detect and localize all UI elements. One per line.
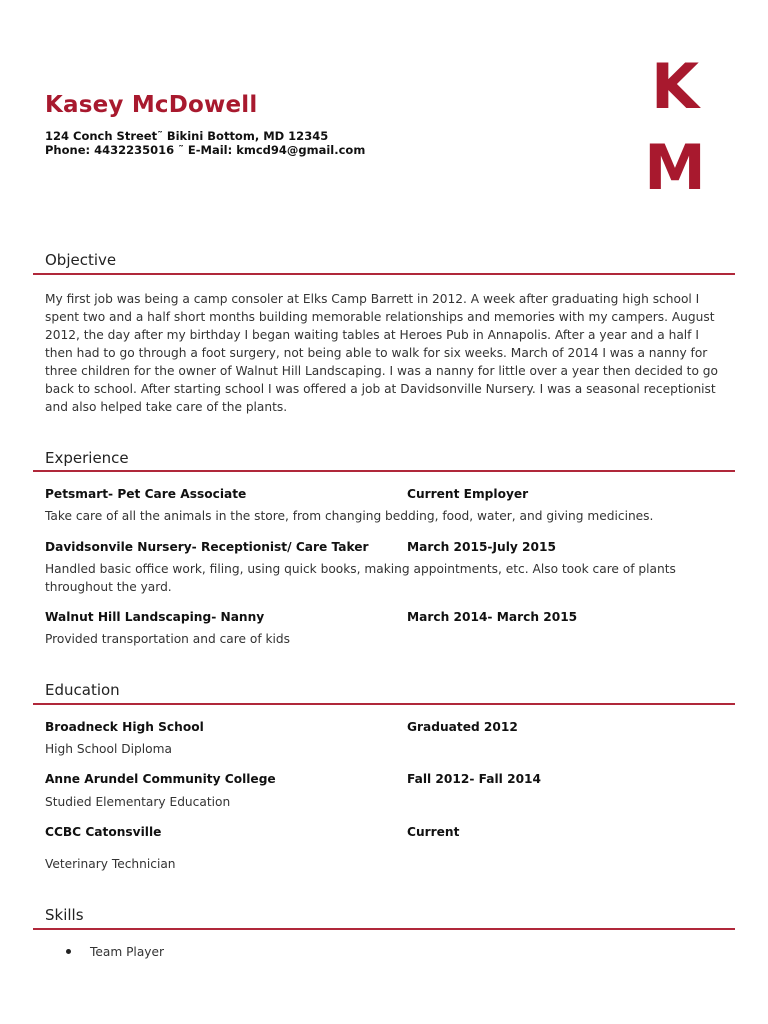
job-description: Provided transportation and care of kids xyxy=(45,632,291,646)
job-date: Current Employer xyxy=(407,487,529,501)
job-description: Handled basic office work, filing, using quick books, making appointments, etc. Also took care of plants throughout the yard. xyxy=(45,562,676,594)
skill-item: Team Player xyxy=(90,945,165,959)
address-line: 124 Conch Street˜ Bikini Bottom, MD 12345 xyxy=(45,129,329,143)
job-title: Petsmart- Pet Care Associate xyxy=(45,487,247,501)
job-description: Take care of all the animals in the store, from changing bedding, food, water, and giving medicines. xyxy=(45,509,654,523)
job-date: March 2015-July 2015 xyxy=(407,540,556,554)
skills-heading: Skills xyxy=(45,906,84,924)
education-heading: Education xyxy=(45,681,120,699)
school-name: CCBC Catonsville xyxy=(45,825,162,839)
section-divider xyxy=(33,703,735,705)
school-date: Current xyxy=(407,825,460,839)
section-divider xyxy=(33,928,735,930)
job-date: March 2014- March 2015 xyxy=(407,610,578,624)
objective-heading: Objective xyxy=(45,251,117,269)
job-title: Davidsonvile Nursery- Receptionist/ Care Taker xyxy=(45,540,369,554)
school-date: Graduated 2012 xyxy=(407,720,518,734)
bullet-icon xyxy=(66,949,71,954)
applicant-name: Kasey McDowell xyxy=(45,92,258,118)
section-divider xyxy=(33,470,735,472)
school-description: Studied Elementary Education xyxy=(45,795,231,809)
monogram-letter-k: K xyxy=(650,50,700,123)
school-description: Veterinary Technician xyxy=(45,857,176,871)
job-title: Walnut Hill Landscaping- Nanny xyxy=(45,610,265,624)
monogram-letter-m: M xyxy=(644,131,706,204)
school-name: Broadneck High School xyxy=(45,720,204,734)
experience-heading: Experience xyxy=(45,449,129,467)
school-name: Anne Arundel Community College xyxy=(45,772,276,786)
contact-line: Phone: 4432235016 ˜ E-Mail: kmcd94@gmail.com xyxy=(45,143,366,157)
objective-text: My first job was being a camp consoler at Elks Camp Barrett in 2012. A week after graduating high school I spent two and a half short months building memorable relationships and memories with my campers. August 2012, the day after my birthday I began waiting tables at Heroes Pub in Annapolis. After a year and a half I then had to go through a foot surgery, not being able to walk for six weeks. March of 2014 I was a nanny for three children for the owner of Walnut Hill Landscaping. I was a nanny for little over a year then decided to go back to school. After starting school I was offered a job at Davidsonville Nursery. I was a seasonal receptionist and also helped take care of the plants. xyxy=(45,292,718,414)
section-divider xyxy=(33,273,735,275)
school-description: High School Diploma xyxy=(45,742,172,756)
school-date: Fall 2012- Fall 2014 xyxy=(407,772,542,786)
